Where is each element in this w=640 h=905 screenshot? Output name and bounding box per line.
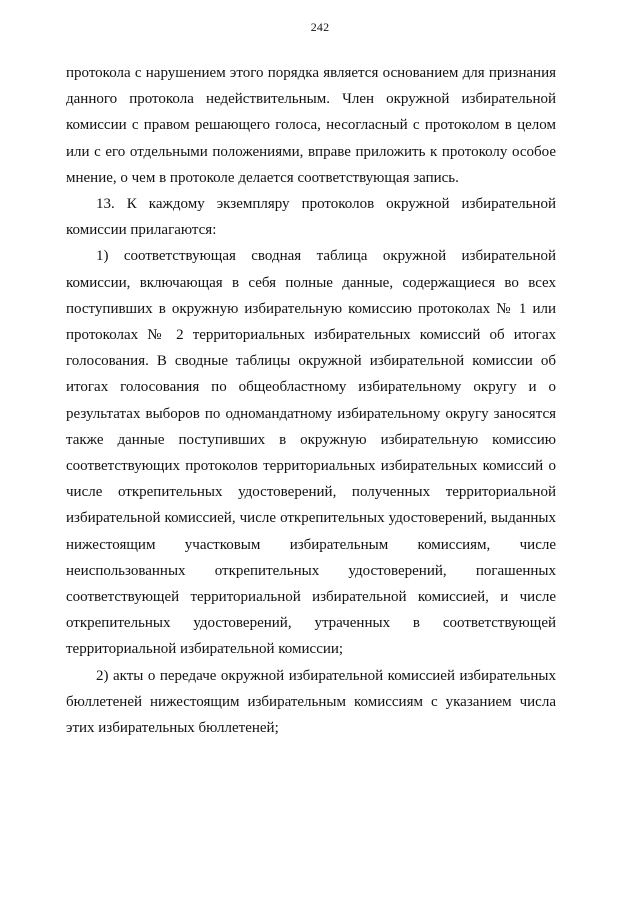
paragraph-subitem-1: 1) соответствующая сводная таблица окружной избирательной комиссии, включающая в себя полные данные, содержащиеся во всех поступивших в окружную избирательную комиссию протоколах № 1 или протоколах № 2 территориальных избирательных комиссий об итогах голосования. В сводные таблицы окружной избирательной комиссии об итогах голосования по общеобластному избирательному округу и о результатах выборов по одномандатному избирательному округу заносятся также данные поступивших в окружную избирательную комиссию соответствующих протоколов территориальных избирательных комиссий о числе открепительных удостоверений, полученных территориальной избирательной комиссией, числе открепительных удостоверений, выданных нижестоящим участковым избирательным комиссиям, числе неиспользованных открепительных удостоверений, погашенных соответствующей территориальной избирательной комиссией, и числе открепительных удостоверений, утраченных в соответствующей территориальной избирательной комиссии; [66, 248, 556, 658]
paragraph-item-13: 13. К каждому экземпляру протоколов окружной избирательной комиссии прилагаются: [66, 196, 556, 239]
document-body [66, 60, 556, 741]
page-number: 242 [310, 20, 330, 34]
paragraph-subitem-2: 2) акты о передаче окружной избирательной комиссией избирательных бюллетеней нижестоящим избирательным комиссиям с указанием числа этих избирательных бюллетеней; [66, 667, 556, 737]
paragraph-continuation: протокола с нарушением этого порядка является основанием для признания данного протокола недействительным. Член окружной избирательной комиссии с правом решающего голоса, несогласный с протоколом в целом или с его отдельными положениями, вправе приложить к протоколу особое мнение, о чем в протоколе делается соответствующая запись. [66, 65, 556, 186]
